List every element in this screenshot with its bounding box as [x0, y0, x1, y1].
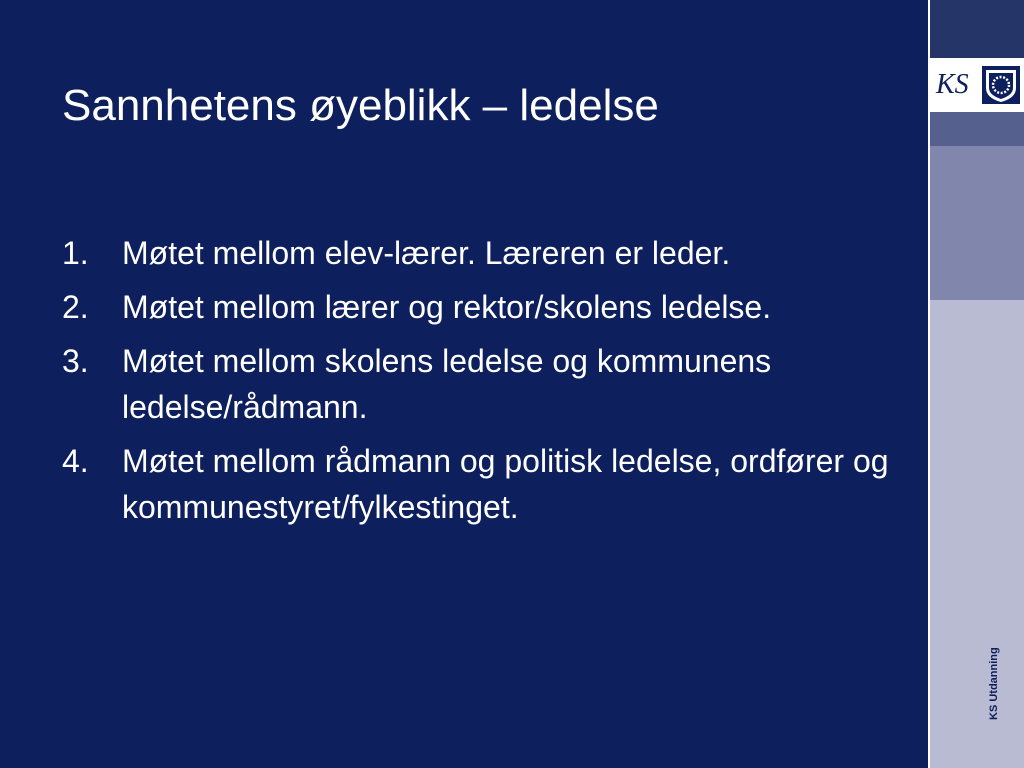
list-item-text: Møtet mellom rådmann og politisk ledelse, ordfører og kommunestyret/fylkestinget. — [122, 443, 889, 525]
slide-title: Sannhetens øyeblikk – ledelse — [62, 81, 659, 130]
list-item-text: Møtet mellom elev-lærer. Læreren er leder. — [122, 235, 731, 271]
sidebar-band-top — [930, 0, 1024, 58]
sidebar-band-dark — [930, 112, 1024, 146]
sidebar — [928, 0, 1024, 768]
list-item — [62, 438, 912, 530]
list-item — [62, 230, 912, 276]
list-item — [62, 338, 912, 430]
list-item-number: 3. — [62, 343, 89, 379]
sidebar-band-mid — [930, 146, 1024, 300]
list-item-text: Møtet mellom skolens ledelse og kommunens ledelse/rådmann. — [122, 343, 772, 425]
list-item — [62, 284, 912, 330]
sidebar-vertical-label: KS Utdanning — [988, 647, 1000, 720]
list-item-number: 1. — [62, 235, 89, 271]
sidebar-band-light — [930, 300, 1024, 768]
list-item-text: Møtet mellom lærer og rektor/skolens ledelse. — [122, 289, 772, 325]
list-item-number: 4. — [62, 443, 89, 479]
list-item-number: 2. — [62, 289, 89, 325]
ks-logo-text: KS — [936, 69, 969, 100]
ks-logo — [932, 62, 1022, 108]
bullet-list — [62, 230, 912, 538]
